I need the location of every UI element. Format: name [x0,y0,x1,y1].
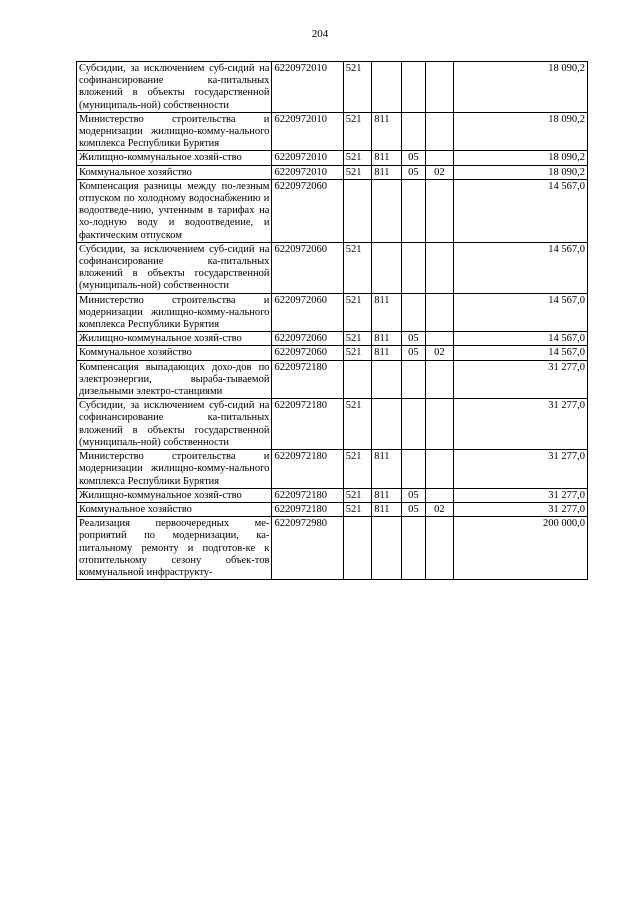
row-code-cell: 6220972010 [272,151,343,165]
row-column-d-cell [426,360,453,399]
row-name-cell: Жилищно-коммунальное хозяй-ство [77,488,272,502]
row-name-cell: Субсидии, за исключением суб-сидий на софинансирование ка-питальных вложений в объекты государственной (муниципаль-ной) собственности [77,399,272,450]
row-code-cell: 6220972060 [272,242,343,293]
row-column-d-cell [426,151,453,165]
row-column-b-cell: 811 [372,165,402,179]
row-code-cell: 6220972060 [272,346,343,360]
row-column-b-cell: 811 [372,112,402,151]
row-column-c-cell [401,179,425,242]
row-code-cell: 6220972010 [272,112,343,151]
row-column-a-cell: 521 [343,242,372,293]
row-column-d-cell [426,332,453,346]
row-column-b-cell [372,179,402,242]
row-code-cell: 6220972010 [272,62,343,113]
row-column-c-cell: 05 [401,332,425,346]
table-row [77,399,588,450]
table-row [77,517,588,580]
row-column-a-cell: 521 [343,151,372,165]
row-column-a-cell: 521 [343,332,372,346]
table-row [77,346,588,360]
table-row [77,360,588,399]
row-column-b-cell [372,517,402,580]
row-code-cell: 6220972180 [272,502,343,516]
row-column-d-cell: 02 [426,346,453,360]
row-name-cell: Компенсация выпадающих дохо-дов по электроэнергии, вырабa-тываемой дизельными электро-станциями [77,360,272,399]
row-name-cell: Министерство строительства и модернизации жилищно-комму-нального комплекса Республики Бурятия [77,450,272,489]
row-column-b-cell: 811 [372,346,402,360]
row-sum-cell: 14 567,0 [453,242,587,293]
table-row [77,179,588,242]
row-column-a-cell: 521 [343,62,372,113]
row-code-cell: 6220972180 [272,360,343,399]
row-sum-cell: 14 567,0 [453,332,587,346]
row-name-cell: Субсидии, за исключением суб-сидий на софинансирование ка-питальных вложений в объекты государственной (муниципаль-ной) собственности [77,242,272,293]
table-row [77,242,588,293]
row-column-a-cell: 521 [343,112,372,151]
table-row [77,62,588,113]
row-code-cell: 6220972980 [272,517,343,580]
row-column-d-cell [426,517,453,580]
row-sum-cell: 18 090,2 [453,112,587,151]
row-column-a-cell: 521 [343,488,372,502]
row-name-cell: Субсидии, за исключением суб-сидий на софинансирование ка-питальных вложений в объекты государственной (муниципаль-ной) собственности [77,62,272,113]
table-row [77,488,588,502]
row-code-cell: 6220972180 [272,399,343,450]
row-column-d-cell [426,242,453,293]
row-sum-cell: 31 277,0 [453,488,587,502]
row-column-d-cell [426,112,453,151]
budget-table [76,61,588,580]
row-column-d-cell [426,399,453,450]
row-column-d-cell: 02 [426,165,453,179]
row-column-c-cell [401,399,425,450]
row-code-cell: 6220972060 [272,179,343,242]
row-column-a-cell: 521 [343,293,372,332]
row-column-b-cell [372,62,402,113]
row-column-a-cell [343,360,372,399]
row-column-c-cell: 05 [401,488,425,502]
table-row [77,293,588,332]
row-sum-cell: 200 000,0 [453,517,587,580]
row-column-d-cell [426,62,453,113]
row-column-b-cell: 811 [372,502,402,516]
row-name-cell: Жилищно-коммунальное хозяй-ство [77,151,272,165]
row-sum-cell: 14 567,0 [453,179,587,242]
row-column-d-cell [426,179,453,242]
row-column-a-cell: 521 [343,165,372,179]
row-name-cell: Коммунальное хозяйство [77,165,272,179]
row-column-c-cell: 05 [401,165,425,179]
row-sum-cell: 18 090,2 [453,165,587,179]
table-row [77,151,588,165]
row-column-c-cell [401,62,425,113]
table-row [77,332,588,346]
row-name-cell: Министерство строительства и модернизации жилищно-комму-нального комплекса Республики Бурятия [77,293,272,332]
row-column-d-cell: 02 [426,502,453,516]
row-column-a-cell: 521 [343,502,372,516]
row-name-cell: Компенсация разницы между по-лезным отпуском по холодному водоснабжению и водоотведе-нию, учтенным в тарифах на хо-лодную воду и водоотведение, и фактическим отпуском [77,179,272,242]
table-row [77,502,588,516]
row-column-a-cell [343,517,372,580]
row-column-c-cell: 05 [401,346,425,360]
row-sum-cell: 14 567,0 [453,293,587,332]
row-column-c-cell [401,450,425,489]
row-column-b-cell: 811 [372,450,402,489]
row-sum-cell: 18 090,2 [453,62,587,113]
table-row [77,165,588,179]
row-column-b-cell: 811 [372,293,402,332]
row-column-b-cell [372,242,402,293]
table-row [77,112,588,151]
row-column-a-cell: 521 [343,399,372,450]
row-column-b-cell: 811 [372,332,402,346]
table-row [77,450,588,489]
row-column-a-cell [343,179,372,242]
row-column-c-cell [401,360,425,399]
row-column-a-cell: 521 [343,450,372,489]
row-sum-cell: 31 277,0 [453,360,587,399]
row-column-c-cell [401,242,425,293]
row-column-c-cell [401,293,425,332]
row-column-c-cell [401,112,425,151]
row-column-c-cell: 05 [401,502,425,516]
row-column-a-cell: 521 [343,346,372,360]
row-sum-cell: 31 277,0 [453,399,587,450]
row-sum-cell: 31 277,0 [453,450,587,489]
page-number: 204 [311,28,329,40]
row-column-c-cell: 05 [401,151,425,165]
row-code-cell: 6220972060 [272,293,343,332]
row-column-d-cell [426,450,453,489]
row-column-b-cell: 811 [372,488,402,502]
row-name-cell: Жилищно-коммунальное хозяй-ство [77,332,272,346]
row-code-cell: 6220972180 [272,488,343,502]
row-code-cell: 6220972060 [272,332,343,346]
row-name-cell: Коммунальное хозяйство [77,502,272,516]
row-sum-cell: 18 090,2 [453,151,587,165]
row-code-cell: 6220972010 [272,165,343,179]
row-column-b-cell: 811 [372,151,402,165]
row-column-d-cell [426,488,453,502]
row-name-cell: Реализация первоочередных ме-роприятий по модернизации, ка-питальному ремонту и подготов-ке к отопительному сезону объек-тов коммунальной инфраструкту- [77,517,272,580]
row-code-cell: 6220972180 [272,450,343,489]
row-column-b-cell [372,399,402,450]
row-column-d-cell [426,293,453,332]
row-sum-cell: 14 567,0 [453,346,587,360]
row-column-c-cell [401,517,425,580]
row-name-cell: Коммунальное хозяйство [77,346,272,360]
row-sum-cell: 31 277,0 [453,502,587,516]
row-column-b-cell [372,360,402,399]
row-name-cell: Министерство строительства и модернизации жилищно-комму-нального комплекса Республики Бурятия [77,112,272,151]
